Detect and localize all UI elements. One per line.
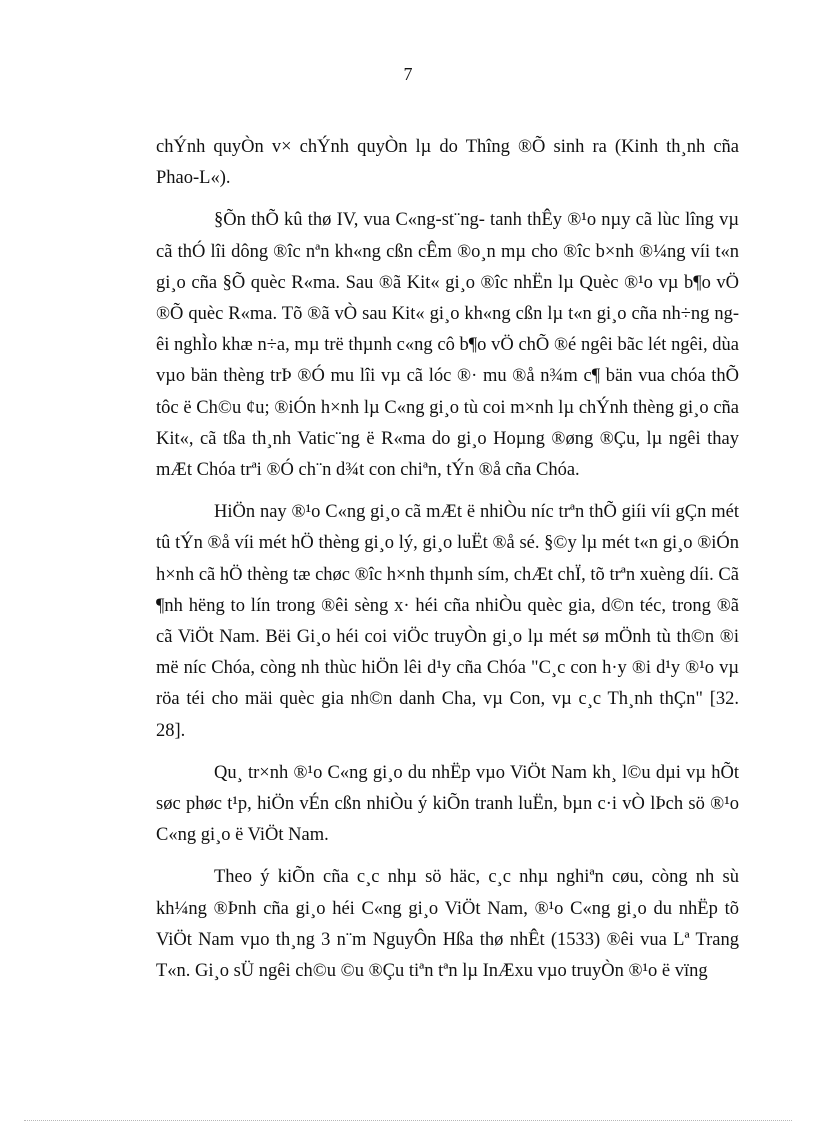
page-bottom-divider bbox=[24, 1120, 792, 1121]
document-body bbox=[156, 132, 739, 998]
paragraph: chÝnh quyÒn v× chÝnh quyÒn lµ do Thîng ®Õ sinh ra (Kinh th¸nh cña Phao-L«). bbox=[156, 137, 739, 189]
page-number: 7 bbox=[403, 64, 413, 84]
paragraph: Qu¸ tr×nh ®¹o C«ng gi¸o du nhËp vµo ViÖt Nam kh¸ l©u dµi vµ hÕt søc phøc t¹p, hiÖn vÉn cßn nhiÒu ý kiÕn tranh luËn, bµn c·i vÒ lÞch sö ®¹o C«ng gi¸o ë ViÖt Nam. bbox=[156, 762, 739, 846]
paragraph: §Õn thÕ kû thø IV, vua C«ng-st¨ng- tanh thÊy ®¹o nµy cã lùc lîng vµ cã thÓ lîi dông ®îc nªn kh«ng cßn cÊm ®o¸n mµ cho ®îc b×nh ®¼ng víi t«n gi¸o cña §Õ quèc R«ma. Sau ®ã Kit« gi¸o ®îc nhËn lµ Quèc ®¹o vµ b¶o vÖ ®Õ quèc R«ma. Tõ ®ã vÒ sau Kit« gi¸o kh«ng cßn lµ t«n gi¸o cña nh÷ng ngêi nghÌo khæ n÷a, mµ trë thµnh c«ng cô b¶o vÖ chÕ ®é ngêi bãc lét ngêi, dùa vµo bän thèng trÞ ®Ó mu lîi vµ cã lóc ®· mu ®å n¾m c¶ bän vua chóa thÕ tôc ë Ch©u ¢u; ®iÓn h×nh lµ C«ng gi¸o tù coi m×nh lµ chÝnh thèng gi¸o cña Kit«, cã tßa th¸nh Vatic¨ng ë R«ma do gi¸o Hoµng ®øng ®Çu, lµ ngêi thay mÆt Chóa trªi ®Ó ch¨n d¾t con chiªn, tÝn ®å cña Chóa. bbox=[156, 210, 739, 481]
paragraph: Theo ý kiÕn cña c¸c nhµ sö häc, c¸c nhµ nghiªn cøu, còng nh sù kh¼ng ®Þnh cña gi¸o héi C«ng gi¸o ViÖt Nam, ®¹o C«ng gi¸o du nhËp tõ ViÖt Nam vµo th¸ng 3 n¨m NguyÔn Hßa thø nhÊt (1533) ®êi vua Lª Trang T«n. Gi¸o sÜ ngêi ch©u ©u ®Çu tiªn tªn lµ InÆxu vµo truyÒn ®¹o ë vïng bbox=[156, 867, 739, 982]
paragraph: HiÖn nay ®¹o C«ng gi¸o cã mÆt ë nhiÒu níc trªn thÕ giíi víi gÇn mét tû tÝn ®å víi mét hÖ thèng gi¸o lý, gi¸o luËt ®å sé. §©y lµ mét t«n gi¸o ®iÓn h×nh cã hÖ thèng tæ chøc ®îc h×nh thµnh sím, chÆt chÏ, tõ trªn xuèng díi. Cã ¶nh hëng to lín trong ®êi sèng x· héi cña nhiÒu quèc gia, d©n téc, trong ®ã cã ViÖt Nam. Bëi Gi¸o héi coi viÖc truyÒn gi¸o lµ mét sø mÖnh tù th©n ®i më níc Chóa, còng nh thùc hiÖn lêi d¹y cña Chóa "C¸c con h·y ®i d¹y ®¹o vµ röa téi cho mäi quèc gia nh©n danh Cha, vµ Con, vµ c¸c Th¸nh thÇn" [32. 28]. bbox=[156, 502, 739, 741]
